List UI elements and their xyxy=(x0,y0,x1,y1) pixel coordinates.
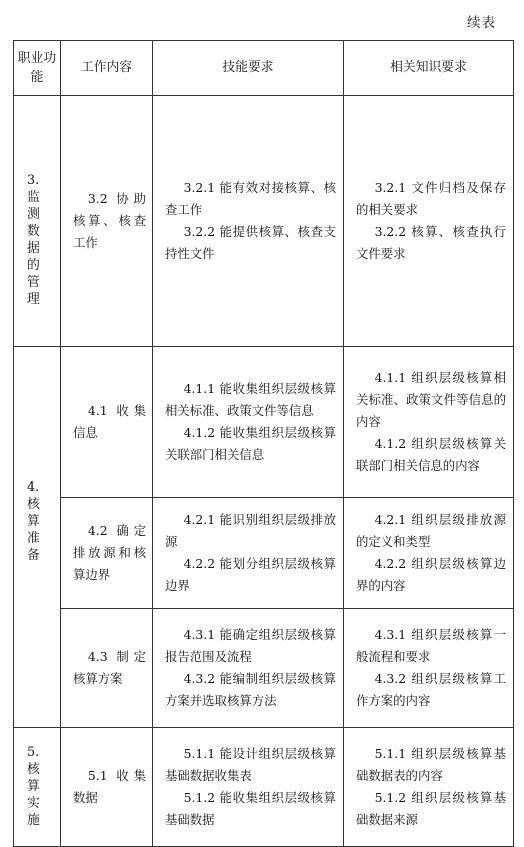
function-cell xyxy=(14,96,61,347)
knowledge-item: 4.2.2 组织层级核算边界的内容 xyxy=(356,556,506,593)
skill-item: 4.1.2 能收集组织层级核算关联部门相关信息 xyxy=(165,425,336,462)
knowledge-item: 5.1.1 组织层级核算基础数据表的内容 xyxy=(356,746,506,783)
skills-cell xyxy=(153,609,344,728)
skills-cell xyxy=(153,498,344,609)
function-cell xyxy=(14,347,61,728)
knowledge-item: 4.3.2 组织层级核算工作方案的内容 xyxy=(356,671,506,708)
function-name: 核算实施 xyxy=(27,762,40,828)
knowledge-item: 4.1.1 组织层级核算相关标准、政策文件等信息的内容 xyxy=(356,370,506,429)
knowledge-item: 3.2.1 文件归档及保存的相关要求 xyxy=(356,180,506,217)
skill-item: 4.1.1 能收集组织层级核算相关标准、政策文件等信息 xyxy=(165,381,336,418)
work-content-text: 4.2 确定排放源和核算边界 xyxy=(73,523,146,582)
skills-cell xyxy=(153,728,344,847)
skill-item: 4.2.1 能识别组织层级排放源 xyxy=(165,512,336,549)
knowledge-item: 3.2.2 核算、核查执行文件要求 xyxy=(356,224,506,261)
work-content-text: 4.1 收集信息 xyxy=(73,403,146,440)
skill-item: 3.2.2 能提供核算、核查支持性文件 xyxy=(165,224,336,261)
knowledge-item: 4.2.1 组织层级排放源的定义和类型 xyxy=(356,512,506,549)
header-skills: 技能要求 xyxy=(153,41,344,96)
work-content-cell xyxy=(61,609,153,728)
skills-cell xyxy=(153,96,344,347)
work-content-cell xyxy=(61,728,153,847)
function-number: 3. xyxy=(27,173,40,188)
occupational-requirements-table xyxy=(13,40,514,847)
function-cell xyxy=(14,728,61,847)
work-content-text: 5.1 收集数据 xyxy=(73,768,146,805)
knowledge-cell xyxy=(344,347,514,498)
work-content-text: 4.3 制定核算方案 xyxy=(73,649,146,686)
header-knowledge: 相关知识要求 xyxy=(344,41,514,96)
knowledge-cell xyxy=(344,609,514,728)
table-row xyxy=(14,498,514,609)
knowledge-cell xyxy=(344,96,514,347)
function-number: 5. xyxy=(27,745,40,760)
function-name: 核算准备 xyxy=(27,497,40,563)
knowledge-cell xyxy=(344,728,514,847)
header-work: 工作内容 xyxy=(61,41,153,96)
function-number: 4. xyxy=(27,480,40,495)
work-content-text: 3.2 协助核算、核查工作 xyxy=(73,191,146,250)
work-content-cell xyxy=(61,347,153,498)
table-row xyxy=(14,96,514,347)
knowledge-item: 4.1.2 组织层级核算关联部门相关信息的内容 xyxy=(356,436,506,473)
skill-item: 3.2.1 能有效对接核算、核查工作 xyxy=(165,180,336,217)
table-row xyxy=(14,728,514,847)
table-row xyxy=(14,609,514,728)
skill-item: 4.3.2 能编制组织层级核算方案并选取核算方法 xyxy=(165,671,336,708)
header-function: 职业功能 xyxy=(14,41,61,96)
table-header-row xyxy=(14,41,514,96)
function-name: 监测数据的管理 xyxy=(27,190,40,307)
knowledge-item: 5.1.2 组织层级核算基础数据来源 xyxy=(356,790,506,827)
work-content-cell xyxy=(61,498,153,609)
skill-item: 4.2.2 能划分组织层级核算边界 xyxy=(165,556,336,593)
continued-label: 续表 xyxy=(467,15,496,31)
skills-cell xyxy=(153,347,344,498)
skill-item: 4.3.1 能确定组织层级核算报告范围及流程 xyxy=(165,627,336,664)
skill-item: 5.1.1 能设计组织层级核算基础数据收集表 xyxy=(165,746,336,783)
knowledge-item: 4.3.1 组织层级核算一般流程和要求 xyxy=(356,627,506,664)
knowledge-cell xyxy=(344,498,514,609)
skill-item: 5.1.2 能收集组织层级核算基础数据 xyxy=(165,790,336,827)
table-row xyxy=(14,347,514,498)
work-content-cell xyxy=(61,96,153,347)
